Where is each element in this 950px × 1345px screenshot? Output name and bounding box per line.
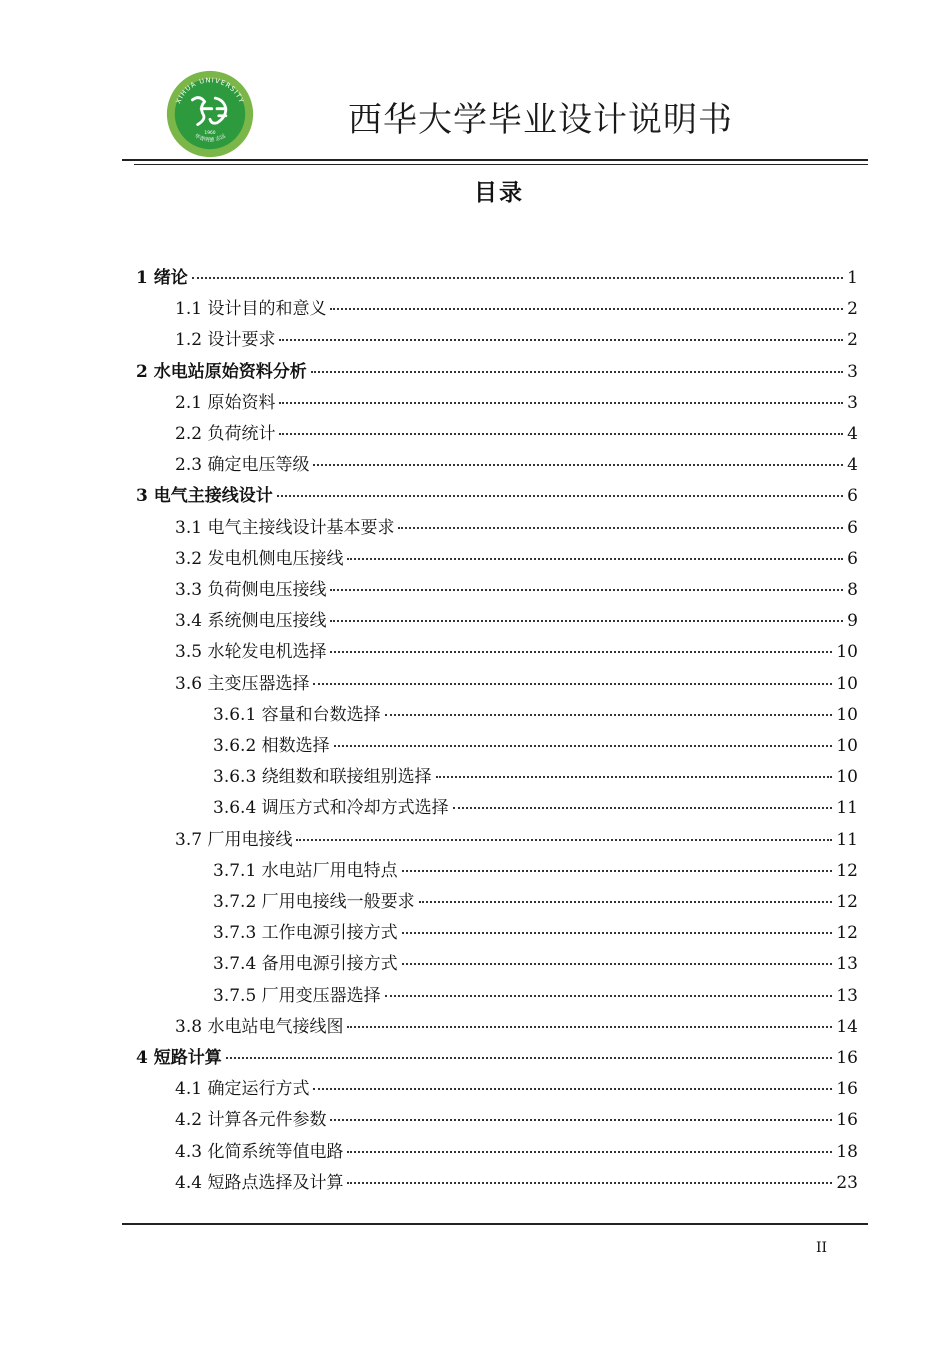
toc-entry[interactable] (213, 732, 858, 760)
toc-leader-dots (279, 433, 843, 435)
toc-entry-label: 3.6 主变压器选择 (175, 673, 310, 694)
toc-entry-label: 3 电气主接线设计 (136, 486, 273, 507)
toc-entry[interactable] (175, 826, 858, 854)
toc-entry[interactable] (175, 1075, 858, 1103)
header-rule-thick (122, 159, 868, 161)
toc-entry-label: 3.7.3 工作电源引接方式 (213, 923, 398, 944)
toc-entry-page: 4 (847, 455, 858, 476)
toc-entry-page: 10 (836, 767, 858, 788)
toc-entry-page: 8 (847, 580, 858, 600)
toc-entry-label: 2.2 负荷统计 (175, 424, 276, 444)
toc-leader-dots (334, 745, 833, 747)
toc-entry-page: 11 (836, 798, 858, 819)
toc-entry-label: 4.4 短路点选择及计算 (175, 1172, 344, 1193)
toc-leader-dots (192, 277, 843, 279)
toc-entry-label: 2.3 确定电压等级 (175, 455, 310, 476)
toc-entry-page: 12 (836, 892, 858, 912)
toc-entry-label: 4.1 确定运行方式 (175, 1079, 310, 1100)
toc-entry[interactable] (175, 326, 858, 354)
toc-entry-page: 3 (847, 392, 858, 413)
toc-entry-label: 2 水电站原始资料分析 (136, 361, 307, 382)
toc-entry-page: 13 (836, 954, 858, 975)
toc-entry[interactable] (213, 888, 858, 916)
toc-entry[interactable] (213, 919, 858, 947)
toc-entry-label: 1.1 设计目的和意义 (175, 299, 327, 320)
toc-entry-label: 3.6.2 相数选择 (213, 736, 330, 756)
toc-entry[interactable] (175, 451, 858, 479)
toc-leader-dots (330, 1119, 832, 1121)
toc-leader-dots (419, 901, 833, 903)
toc-entry[interactable] (175, 389, 858, 417)
toc-entry[interactable] (213, 950, 858, 978)
toc-entry-page: 2 (847, 330, 858, 351)
toc-entry-page: 16 (836, 1048, 858, 1068)
seal-bottom-text: 华青明德 志远 (193, 133, 227, 144)
toc-entry[interactable] (175, 1169, 858, 1197)
toc-leader-dots (385, 714, 833, 716)
toc-entry-label: 3.8 水电站电气接线图 (175, 1016, 344, 1037)
toc-entry-label: 3.1 电气主接线设计基本要求 (175, 517, 395, 538)
toc-entry-page: 12 (836, 923, 858, 944)
toc-leader-dots (226, 1057, 833, 1059)
toc-leader-dots (330, 589, 843, 591)
toc-entry[interactable] (213, 982, 858, 1010)
toc-entry-label: 2.1 原始资料 (175, 392, 276, 413)
toc-entry-label: 1.2 设计要求 (175, 330, 276, 351)
toc-entry-label: 3.3 负荷侧电压接线 (175, 580, 327, 600)
toc-entry-page: 6 (847, 548, 858, 569)
toc-heading: 目录 (474, 179, 524, 206)
toc-leader-dots (347, 1026, 832, 1028)
toc-leader-dots (385, 995, 833, 997)
toc-entry-label: 4.3 化简系统等值电路 (175, 1141, 344, 1162)
toc-entry-label: 4.2 计算各元件参数 (175, 1110, 327, 1131)
toc-entry-page: 10 (836, 736, 858, 756)
toc-entry[interactable] (213, 763, 858, 791)
toc-entry-page: 23 (836, 1172, 858, 1193)
toc-entry-page: 1 (847, 268, 858, 288)
toc-entry[interactable] (213, 794, 858, 822)
toc-entry[interactable] (175, 514, 858, 542)
toc-entry[interactable] (175, 295, 858, 323)
toc-entry-page: 11 (836, 829, 858, 850)
toc-entry-label: 3.2 发电机侧电压接线 (175, 548, 344, 569)
toc-entry-label: 3.4 系统侧电压接线 (175, 611, 327, 632)
toc-entry-label: 4 短路计算 (136, 1048, 222, 1068)
toc-entry[interactable] (136, 358, 858, 386)
toc-entry[interactable] (175, 1013, 858, 1041)
toc-entry-page: 14 (836, 1016, 858, 1037)
toc-leader-dots (347, 558, 843, 560)
toc-entry-page: 18 (836, 1141, 858, 1162)
toc-entry[interactable] (175, 607, 858, 635)
toc-entry-label: 3.6.3 绕组数和联接组别选择 (213, 767, 432, 788)
toc-leader-dots (398, 527, 843, 529)
toc-entry-label: 3.7 厂用电接线 (175, 829, 293, 850)
toc-leader-dots (347, 1182, 832, 1184)
toc-leader-dots (347, 1151, 832, 1153)
toc-leader-dots (296, 839, 832, 841)
toc-entry[interactable] (136, 482, 858, 510)
toc-entry[interactable] (213, 857, 858, 885)
toc-entry-page: 16 (836, 1079, 858, 1100)
toc-entry-page: 9 (847, 611, 858, 632)
toc-entry[interactable] (175, 545, 858, 573)
toc-entry[interactable] (175, 1106, 858, 1134)
toc-leader-dots (402, 932, 833, 934)
document-header-title: 西华大学毕业设计说明书 (348, 100, 733, 140)
footer-page-number: II (816, 1240, 828, 1256)
toc-entry-page: 10 (836, 673, 858, 694)
toc-entry-label: 3.6.4 调压方式和冷却方式选择 (213, 798, 449, 819)
toc-entry-label: 3.7.4 备用电源引接方式 (213, 954, 398, 975)
toc-leader-dots (313, 683, 832, 685)
toc-leader-dots (436, 776, 833, 778)
toc-entry-label: 3.7.2 厂用电接线一般要求 (213, 892, 415, 912)
toc-leader-dots (277, 495, 843, 497)
toc-leader-dots (402, 963, 833, 965)
toc-entry-label: 3.5 水轮发电机选择 (175, 642, 327, 663)
toc-entry-page: 6 (847, 517, 858, 538)
toc-entry-label: 3.7.5 厂用变压器选择 (213, 985, 381, 1006)
seal-top-text: XIHUA UNIVERSITY (174, 76, 246, 105)
toc-entry-page: 13 (836, 985, 858, 1006)
toc-entry-page: 3 (847, 361, 858, 382)
toc-entry[interactable] (175, 1138, 858, 1166)
toc-entry-label: 3.6.1 容量和台数选择 (213, 704, 381, 725)
toc-leader-dots (279, 402, 843, 404)
toc-entry-page: 2 (847, 299, 858, 320)
toc-leader-dots (453, 807, 833, 809)
toc-leader-dots (402, 870, 833, 872)
toc-leader-dots (313, 1088, 832, 1090)
toc-entry-label: 3.7.1 水电站厂用电特点 (213, 860, 398, 881)
toc-leader-dots (330, 308, 843, 310)
toc-entry-page: 6 (847, 486, 858, 507)
university-seal-icon (166, 70, 254, 158)
toc-entry-label: 1 绪论 (136, 268, 188, 288)
toc-leader-dots (279, 339, 843, 341)
toc-leader-dots (330, 620, 843, 622)
toc-entry-page: 16 (836, 1110, 858, 1131)
toc-entry-page: 12 (836, 860, 858, 881)
toc-entry-page: 10 (836, 704, 858, 725)
toc-entry[interactable] (175, 420, 858, 448)
toc-leader-dots (313, 464, 843, 466)
toc-entry[interactable] (213, 701, 858, 729)
footer-rule (122, 1223, 868, 1225)
toc-entry[interactable] (175, 576, 858, 604)
toc-leader-dots (330, 651, 832, 653)
toc-entry[interactable] (136, 264, 858, 292)
toc-entry[interactable] (136, 1044, 858, 1072)
seal-year: 1960 (204, 131, 216, 137)
toc-entry[interactable] (175, 638, 858, 666)
toc-entry[interactable] (175, 670, 858, 698)
toc-leader-dots (311, 371, 843, 373)
toc-entry-page: 10 (836, 642, 858, 663)
toc-entry-page: 4 (847, 424, 858, 444)
header-rule-thin (134, 164, 868, 165)
